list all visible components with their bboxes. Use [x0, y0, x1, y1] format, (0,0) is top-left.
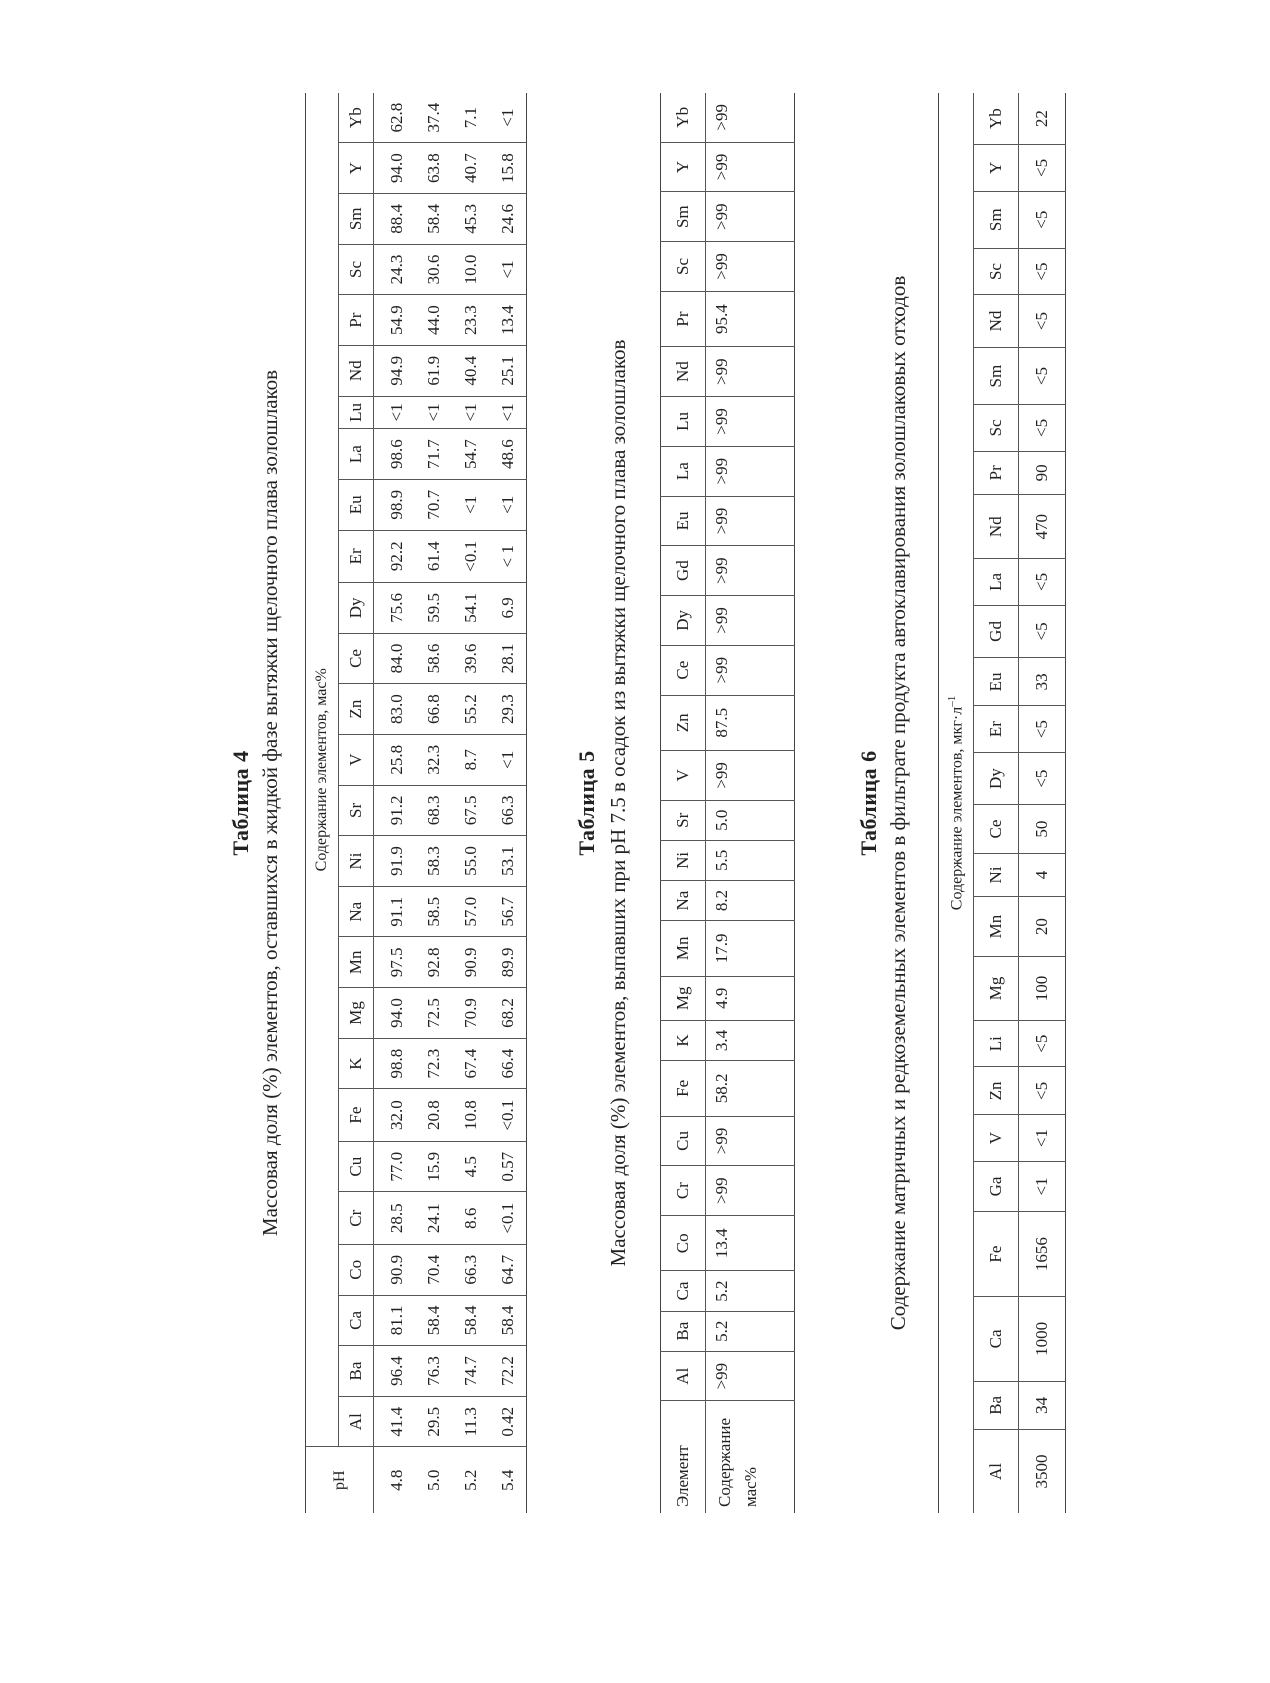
table4-value-cell: 23.3	[452, 295, 489, 346]
table5-value-cell: >99	[706, 93, 795, 142]
table4-value-cell: 6.9	[489, 583, 527, 634]
table6	[938, 93, 1066, 1513]
table4-value-cell: 28.1	[489, 633, 527, 684]
table6-value-cell: <5	[1019, 295, 1066, 348]
table4-value-cell: 11.3	[452, 1396, 489, 1447]
table6-column-header: Sm	[974, 347, 1019, 404]
table6-column-header: Y	[974, 145, 1019, 191]
table4-value-cell: 84.0	[374, 633, 416, 684]
table4-number: Таблица 4	[228, 750, 253, 856]
table4-value-cell: 90.9	[374, 1244, 416, 1295]
table4-value-cell: 30.6	[415, 244, 452, 295]
table6-column-header: Mn	[974, 897, 1019, 957]
table6-value-cell: 50	[1019, 805, 1066, 853]
table6-column-header: Gd	[974, 605, 1019, 658]
table4-column-header: Ni	[339, 836, 374, 887]
table5-value-cell: 5.5	[706, 840, 795, 880]
table5-value-cell: >99	[706, 242, 795, 292]
table4-value-cell: 37.4	[415, 93, 452, 143]
table4-value-cell: 72.5	[415, 988, 452, 1039]
table4-value-cell: 32.3	[415, 734, 452, 785]
table5-column-header: Yb	[661, 93, 706, 142]
table4-value-cell: 98.6	[374, 429, 416, 480]
table6-column-header: Pr	[974, 451, 1019, 495]
table4-value-cell: 58.4	[489, 1295, 527, 1346]
table5-column-header: Cr	[661, 1166, 706, 1216]
table4-value-cell: 53.1	[489, 836, 527, 887]
table4-value-cell: < 1	[489, 530, 527, 582]
table4-value-cell: 96.4	[374, 1346, 416, 1397]
table6-column-header: Ni	[974, 853, 1019, 897]
table4-value-cell: 98.9	[374, 479, 416, 530]
table4-value-cell: <0.1	[489, 1089, 527, 1141]
table5-label-line2: мас%	[741, 1467, 760, 1507]
table5-column-header: K	[661, 1020, 706, 1060]
table4-value-cell: 56.7	[489, 886, 527, 937]
table5-number: Таблица 5	[574, 750, 599, 856]
table4-value-cell: 15.9	[415, 1141, 452, 1192]
table-row	[489, 93, 527, 1513]
table4-column-header: Yb	[339, 93, 374, 143]
table4-value-cell: 28.5	[374, 1192, 416, 1244]
table4-value-cell: <0.1	[489, 1192, 527, 1244]
table6-value-cell: <1	[1019, 1115, 1066, 1161]
table6-value-cell: <5	[1019, 405, 1066, 451]
table6-column-header: Ce	[974, 805, 1019, 853]
table6-value-cell: 90	[1019, 451, 1066, 495]
table-row	[415, 93, 452, 1513]
table5-value-cell: >99	[706, 192, 795, 242]
table5-column-header: Na	[661, 880, 706, 920]
table4-value-cell: 40.4	[452, 345, 489, 396]
table4-column-header: Sr	[339, 785, 374, 836]
table5-value-cell: 5.0	[706, 800, 795, 840]
table4-value-cell: 58.4	[415, 193, 452, 244]
table4-value-cell: 66.3	[452, 1244, 489, 1295]
table5-column-header: Zn	[661, 695, 706, 750]
table5-value-cell: 3.4	[706, 1020, 795, 1060]
table4-column-header: Dy	[339, 583, 374, 634]
table4-value-cell: 24.6	[489, 193, 527, 244]
table4-value-cell: 58.6	[415, 633, 452, 684]
table6-column-header: La	[974, 559, 1019, 605]
table4-value-cell: 29.5	[415, 1396, 452, 1447]
table5-value-cell: >99	[706, 1116, 795, 1166]
table6-value-cell: <5	[1019, 248, 1066, 294]
table5-caption: Массовая доля (%) элементов, выпавших при pH 7.5 в осадок из вытяжки щелочного плава золошлаков	[606, 339, 630, 1267]
table4-value-cell: 89.9	[489, 937, 527, 988]
table5-value-cell: >99	[706, 347, 795, 397]
table6-column-header: Nd	[974, 495, 1019, 559]
table4-value-cell: 81.1	[374, 1295, 416, 1346]
table6-column-header: Ca	[974, 1296, 1019, 1381]
table5-value-cell: 58.2	[706, 1061, 795, 1116]
table5-column-header: Y	[661, 142, 706, 192]
table4-value-cell: 66.4	[489, 1038, 527, 1089]
table5-column-header: Sc	[661, 242, 706, 292]
table6-value-cell: <5	[1019, 752, 1066, 805]
table4-column-header: Eu	[339, 479, 374, 530]
table4	[305, 93, 527, 1513]
table4-column-header: Lu	[339, 396, 374, 429]
table4-group-header: Содержание элементов, мас%	[306, 93, 339, 1447]
table4-value-cell: 66.3	[489, 785, 527, 836]
table5-label-header: Элемент	[661, 1401, 706, 1513]
table4-value-cell: 41.4	[374, 1396, 416, 1447]
table6-value-cell: <5	[1019, 347, 1066, 404]
table4-value-cell: 75.6	[374, 583, 416, 634]
table4-column-header: Er	[339, 530, 374, 582]
table5-column-header: Lu	[661, 397, 706, 447]
table5-value-cell: >99	[706, 1166, 795, 1216]
table4-value-cell: 74.7	[452, 1346, 489, 1397]
table5-column-header: Pr	[661, 291, 706, 346]
table6-group-header-text: Содержание элементов, мкг·л	[948, 706, 966, 911]
table5-column-header: Al	[661, 1351, 706, 1401]
table4-value-cell: 45.3	[452, 193, 489, 244]
table4-value-cell: 58.5	[415, 886, 452, 937]
table6-value-cell: <5	[1019, 191, 1066, 248]
table5-column-header: Gd	[661, 546, 706, 596]
table6-number: Таблица 6	[856, 750, 881, 856]
table4-ph-cell: 5.0	[423, 1469, 443, 1491]
table5-value-cell: 87.5	[706, 695, 795, 750]
table4-value-cell: 55.0	[452, 836, 489, 887]
table4-column-header: Sm	[339, 193, 374, 244]
table4-value-cell: <0.1	[452, 530, 489, 582]
table5-column-header: Nd	[661, 347, 706, 397]
table5-value-cell: >99	[706, 645, 795, 695]
table5-value-cell: >99	[706, 446, 795, 496]
table4-value-cell: 13.4	[489, 295, 527, 346]
table4-value-cell: 10.8	[452, 1089, 489, 1141]
table6-value-cell: <5	[1019, 145, 1066, 191]
table6-value-cell: 100	[1019, 956, 1066, 1020]
table4-value-cell: 8.6	[452, 1192, 489, 1244]
table5-value-cell: 13.4	[706, 1216, 795, 1271]
table6-column-header: Zn	[974, 1067, 1019, 1115]
table6-group-header	[939, 93, 974, 1513]
table4-value-cell: 77.0	[374, 1141, 416, 1192]
table5-value-cell: 95.4	[706, 291, 795, 346]
table5-value-cell: 17.9	[706, 921, 795, 976]
table4-value-cell: 62.8	[374, 93, 416, 143]
table4-value-cell: 24.1	[415, 1192, 452, 1244]
table6-value-cell: <5	[1019, 1067, 1066, 1115]
table4-value-cell: 61.9	[415, 345, 452, 396]
table5-value-cell: >99	[706, 496, 795, 546]
table4-value-cell: 70.4	[415, 1244, 452, 1295]
table6-value-cell: 1000	[1019, 1296, 1066, 1381]
table4-column-header: Cr	[339, 1192, 374, 1244]
table4-value-cell: 70.9	[452, 988, 489, 1039]
table5-value-cell: >99	[706, 1351, 795, 1401]
table4-value-cell: 55.2	[452, 684, 489, 735]
table5	[660, 93, 795, 1513]
table6-column-header: Al	[974, 1429, 1019, 1513]
table4-value-cell: 91.1	[374, 886, 416, 937]
table4-value-cell: 94.9	[374, 345, 416, 396]
table6-column-header: Ba	[974, 1381, 1019, 1429]
table6-column-header: Yb	[974, 93, 1019, 145]
table5-value-cell: >99	[706, 596, 795, 646]
table4-column-header: Pr	[339, 295, 374, 346]
table6-value-cell: <5	[1019, 605, 1066, 658]
table4-value-cell: 57.0	[452, 886, 489, 937]
table4-value-cell: 29.3	[489, 684, 527, 735]
table4-value-cell: 72.3	[415, 1038, 452, 1089]
table6-value-cell: <5	[1019, 1021, 1066, 1067]
table6-value-cell: <5	[1019, 706, 1066, 752]
table4-value-cell: 94.0	[374, 988, 416, 1039]
table4-value-cell: 4.5	[452, 1141, 489, 1192]
table6-value-cell: 4	[1019, 853, 1066, 897]
table5-column-header: Ba	[661, 1311, 706, 1351]
table4-value-cell: 15.8	[489, 143, 527, 194]
table4-value-cell: 63.8	[415, 143, 452, 194]
table5-column-header: La	[661, 446, 706, 496]
table4-value-cell: 24.3	[374, 244, 416, 295]
table5-column-header: Ni	[661, 840, 706, 880]
table6-value-cell: 33	[1019, 658, 1066, 706]
table4-ph-cell: 4.8	[386, 1469, 406, 1491]
table4-value-cell: 71.7	[415, 429, 452, 480]
table4-value-cell: <1	[452, 396, 489, 429]
table4-value-cell: <1	[489, 734, 527, 785]
table6-value-cell: <5	[1019, 559, 1066, 605]
table6-column-header: Eu	[974, 658, 1019, 706]
table6-column-header: Li	[974, 1021, 1019, 1067]
table5-column-header: Ca	[661, 1271, 706, 1311]
table5-column-header: Eu	[661, 496, 706, 546]
table4-value-cell: 67.5	[452, 785, 489, 836]
table4-value-cell: 98.8	[374, 1038, 416, 1089]
table4-value-cell: 59.5	[415, 583, 452, 634]
table4-value-cell: 83.0	[374, 684, 416, 735]
table4-column-header: Co	[339, 1244, 374, 1295]
table4-value-cell: <1	[489, 93, 527, 143]
table4-column-header: Y	[339, 143, 374, 194]
table5-column-header: Ce	[661, 645, 706, 695]
table5-value-cell: 4.9	[706, 976, 795, 1020]
table4-value-cell: <1	[374, 396, 416, 429]
table6-value-cell: 1656	[1019, 1212, 1066, 1297]
table5-column-header: Mg	[661, 976, 706, 1020]
table4-column-header: Ba	[339, 1346, 374, 1397]
table4-column-header: Mg	[339, 988, 374, 1039]
table5-value-cell: >99	[706, 546, 795, 596]
table4-column-header: Cu	[339, 1141, 374, 1192]
table6-column-header: Sm	[974, 191, 1019, 248]
table5-column-header: Fe	[661, 1061, 706, 1116]
table4-value-cell: 54.7	[452, 429, 489, 480]
table4-value-cell: 88.4	[374, 193, 416, 244]
table4-value-cell: 58.3	[415, 836, 452, 887]
table5-column-header: Cu	[661, 1116, 706, 1166]
table4-value-cell: 72.2	[489, 1346, 527, 1397]
table5-value-cell: 5.2	[706, 1271, 795, 1311]
table4-value-cell: 54.1	[452, 583, 489, 634]
table5-value-cell: >99	[706, 142, 795, 192]
table6-column-header: Er	[974, 706, 1019, 752]
table4-column-header: K	[339, 1038, 374, 1089]
table4-ph-cell: 5.4	[497, 1469, 517, 1491]
table4-value-cell: 67.4	[452, 1038, 489, 1089]
table5-label-line1: Содержание	[715, 1417, 734, 1507]
table6-value-cell: 22	[1019, 93, 1066, 145]
table4-value-cell: 25.1	[489, 345, 527, 396]
table-row	[374, 93, 416, 1513]
table4-value-cell: 64.7	[489, 1244, 527, 1295]
table4-column-header: La	[339, 429, 374, 480]
table4-column-header: Ce	[339, 633, 374, 684]
table6-column-header: Fe	[974, 1212, 1019, 1297]
table4-value-cell: <1	[452, 479, 489, 530]
table4-column-header: Na	[339, 886, 374, 937]
table4-column-header: Zn	[339, 684, 374, 735]
table4-value-cell: 90.9	[452, 937, 489, 988]
table4-column-header: Al	[339, 1396, 374, 1447]
table4-value-cell: 91.9	[374, 836, 416, 887]
table4-value-cell: 58.4	[452, 1295, 489, 1346]
table4-value-cell: 32.0	[374, 1089, 416, 1141]
table5-column-header: Mn	[661, 921, 706, 976]
table4-ph-cell: 5.2	[460, 1469, 480, 1491]
table4-value-cell: 58.4	[415, 1295, 452, 1346]
table6-value-cell: 3500	[1032, 1454, 1051, 1489]
table6-value-cell: 20	[1019, 897, 1066, 957]
table4-value-cell: 39.6	[452, 633, 489, 684]
table4-value-cell: 76.3	[415, 1346, 452, 1397]
table5-column-header: Sm	[661, 192, 706, 242]
table4-value-cell: 20.8	[415, 1089, 452, 1141]
table4-value-cell: 70.7	[415, 479, 452, 530]
table6-column-header: Sc	[974, 405, 1019, 451]
table4-value-cell: 10.0	[452, 244, 489, 295]
table4-value-cell: 8.7	[452, 734, 489, 785]
table5-value-cell: 8.2	[706, 880, 795, 920]
table4-value-cell: 0.42	[489, 1396, 527, 1447]
table4-column-header: Fe	[339, 1089, 374, 1141]
table4-ph-header: pH	[306, 1447, 374, 1513]
table4-value-cell: 92.2	[374, 530, 416, 582]
table6-value-cell: <1	[1019, 1161, 1066, 1211]
table5-column-header: Dy	[661, 596, 706, 646]
table6-caption: Содержание матричных и редкоземельных элементов в фильтрате продукта автоклавирования золошлаковых отходов	[886, 275, 910, 1331]
table5-value-cell: >99	[706, 397, 795, 447]
table4-column-header: V	[339, 734, 374, 785]
table4-value-cell: 92.8	[415, 937, 452, 988]
table4-value-cell: 94.0	[374, 143, 416, 194]
table4-value-cell: 68.3	[415, 785, 452, 836]
table6-value-cell: 470	[1019, 495, 1066, 559]
table4-value-cell: <1	[489, 396, 527, 429]
table6-column-header: V	[974, 1115, 1019, 1161]
table4-value-cell: <1	[489, 244, 527, 295]
table6-value-cell: 34	[1019, 1381, 1066, 1429]
table5-column-header: Sr	[661, 800, 706, 840]
table5-column-header: V	[661, 750, 706, 800]
table4-value-cell: 25.8	[374, 734, 416, 785]
table4-value-cell: 91.2	[374, 785, 416, 836]
table6-column-header: Mg	[974, 956, 1019, 1020]
table5-column-header: Co	[661, 1216, 706, 1271]
table4-caption: Массовая доля (%) элементов, оставшихся в жидкой фазе вытяжки щелочного плава золошлаков	[258, 369, 282, 1237]
table4-value-cell: 48.6	[489, 429, 527, 480]
table4-column-header: Mn	[339, 937, 374, 988]
table5-value-cell: 5.2	[706, 1311, 795, 1351]
table4-value-cell: 44.0	[415, 295, 452, 346]
table6-column-header: Ga	[974, 1161, 1019, 1211]
table5-value-cell: >99	[706, 750, 795, 800]
table6-group-header-sup: –1	[945, 695, 958, 707]
table4-value-cell: 68.2	[489, 988, 527, 1039]
table5-label-cell	[706, 1401, 795, 1513]
table4-column-header: Sc	[339, 244, 374, 295]
table4-value-cell: 66.8	[415, 684, 452, 735]
table-row	[452, 93, 489, 1513]
table6-column-header: Dy	[974, 752, 1019, 805]
table4-value-cell: <1	[415, 396, 452, 429]
table4-value-cell: <1	[489, 479, 527, 530]
table6-column-header: Nd	[974, 295, 1019, 348]
table6-column-header: Sc	[974, 248, 1019, 294]
table4-value-cell: 0.57	[489, 1141, 527, 1192]
table4-value-cell: 54.9	[374, 295, 416, 346]
table4-value-cell: 61.4	[415, 530, 452, 582]
table4-value-cell: 40.7	[452, 143, 489, 194]
table4-value-cell: 97.5	[374, 937, 416, 988]
table4-column-header: Nd	[339, 345, 374, 396]
table4-value-cell: 7.1	[452, 93, 489, 143]
table4-column-header: Ca	[339, 1295, 374, 1346]
